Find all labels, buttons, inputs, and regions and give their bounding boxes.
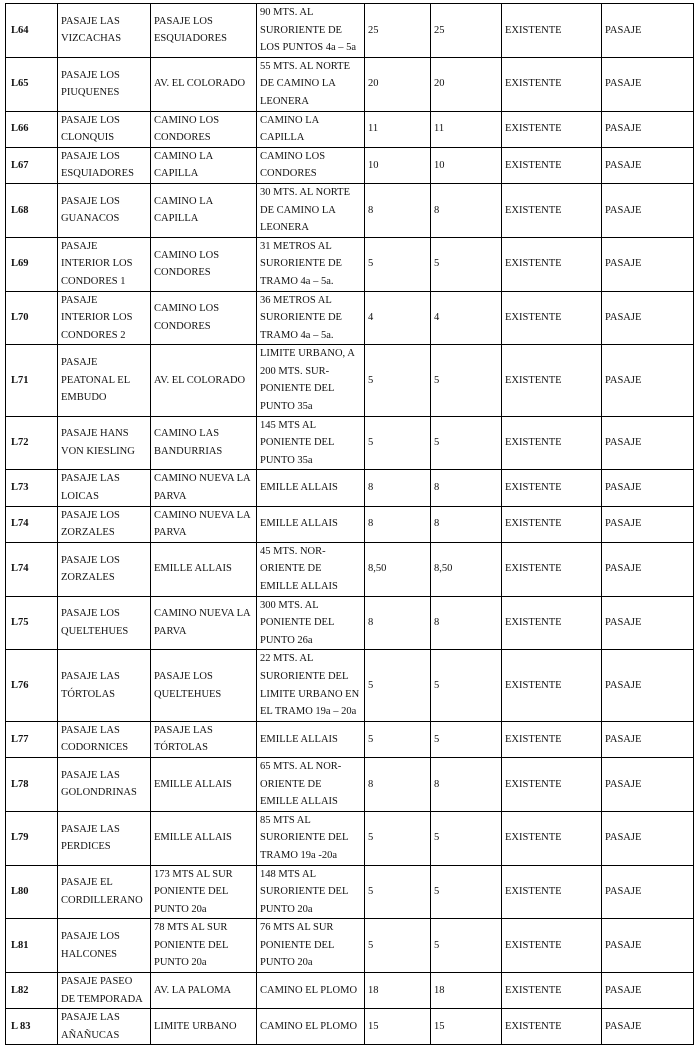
width-existing: 8,50	[365, 542, 431, 596]
segment-to: 65 MTS. AL NOR-ORIENTE DE EMILLE ALLAIS	[257, 757, 365, 811]
street-code: L72	[6, 416, 58, 470]
segment-to: EMILLE ALLAIS	[257, 721, 365, 757]
width-proposed: 8,50	[431, 542, 502, 596]
table-row	[6, 650, 694, 721]
table-row	[6, 542, 694, 596]
type-cell: PASAJE	[602, 291, 694, 345]
table-row	[6, 147, 694, 183]
street-name: PASAJE LOS QUELTEHUES	[58, 596, 151, 650]
segment-to: 145 MTS AL PONIENTE DEL PUNTO 35a	[257, 416, 365, 470]
width-proposed: 5	[431, 721, 502, 757]
table-row	[6, 973, 694, 1009]
segment-to: 45 MTS. NOR-ORIENTE DE EMILLE ALLAIS	[257, 542, 365, 596]
status-cell: EXISTENTE	[502, 416, 602, 470]
width-proposed: 15	[431, 1009, 502, 1045]
street-name: PASAJE LOS PIUQUENES	[58, 57, 151, 111]
table-row	[6, 416, 694, 470]
width-existing: 5	[365, 865, 431, 919]
segment-to: EMILLE ALLAIS	[257, 470, 365, 506]
type-cell: PASAJE	[602, 416, 694, 470]
table-row	[6, 237, 694, 291]
type-cell: PASAJE	[602, 111, 694, 147]
segment-from: LIMITE URBANO	[151, 1009, 257, 1045]
street-name: PASAJE LOS ZORZALES	[58, 506, 151, 542]
street-name: PASAJE INTERIOR LOS CONDORES 2	[58, 291, 151, 345]
width-existing: 8	[365, 183, 431, 237]
table-row	[6, 596, 694, 650]
street-name: PASAJE LAS LOICAS	[58, 470, 151, 506]
width-existing: 5	[365, 721, 431, 757]
street-code: L74	[6, 542, 58, 596]
street-code: L79	[6, 811, 58, 865]
street-code: L64	[6, 4, 58, 58]
segment-to: 148 MTS AL SURORIENTE DEL PUNTO 20a	[257, 865, 365, 919]
status-cell: EXISTENTE	[502, 596, 602, 650]
segment-from: 173 MTS AL SUR PONIENTE DEL PUNTO 20a	[151, 865, 257, 919]
street-name: PASAJE LAS PERDICES	[58, 811, 151, 865]
width-proposed: 8	[431, 183, 502, 237]
table-row	[6, 470, 694, 506]
width-existing: 5	[365, 811, 431, 865]
width-proposed: 10	[431, 147, 502, 183]
width-proposed: 5	[431, 650, 502, 721]
street-name: PASAJE PEATONAL EL EMBUDO	[58, 345, 151, 416]
segment-from: CAMINO NUEVA LA PARVA	[151, 596, 257, 650]
segment-from: PASAJE LAS TÓRTOLAS	[151, 721, 257, 757]
street-code: L 83	[6, 1009, 58, 1045]
status-cell: EXISTENTE	[502, 237, 602, 291]
type-cell: PASAJE	[602, 650, 694, 721]
street-name: PASAJE LAS VIZCACHAS	[58, 4, 151, 58]
segment-from: CAMINO LOS CONDORES	[151, 237, 257, 291]
width-proposed: 25	[431, 4, 502, 58]
street-name: PASAJE LOS CLONQUIS	[58, 111, 151, 147]
type-cell: PASAJE	[602, 4, 694, 58]
width-proposed: 8	[431, 757, 502, 811]
width-existing: 10	[365, 147, 431, 183]
street-code: L67	[6, 147, 58, 183]
width-existing: 15	[365, 1009, 431, 1045]
status-cell: EXISTENTE	[502, 147, 602, 183]
street-table	[5, 3, 694, 1045]
type-cell: PASAJE	[602, 811, 694, 865]
street-name: PASAJE LAS GOLONDRINAS	[58, 757, 151, 811]
segment-from: CAMINO LOS CONDORES	[151, 111, 257, 147]
street-name: PASAJE LAS AÑAÑUCAS	[58, 1009, 151, 1045]
width-proposed: 20	[431, 57, 502, 111]
type-cell: PASAJE	[602, 757, 694, 811]
type-cell: PASAJE	[602, 147, 694, 183]
table-row	[6, 291, 694, 345]
width-proposed: 8	[431, 470, 502, 506]
table-row	[6, 183, 694, 237]
type-cell: PASAJE	[602, 57, 694, 111]
width-existing: 25	[365, 4, 431, 58]
width-proposed: 4	[431, 291, 502, 345]
status-cell: EXISTENTE	[502, 973, 602, 1009]
segment-from: CAMINO LOS CONDORES	[151, 291, 257, 345]
width-proposed: 8	[431, 506, 502, 542]
street-name: PASAJE LOS ZORZALES	[58, 542, 151, 596]
type-cell: PASAJE	[602, 345, 694, 416]
segment-to: 22 MTS. AL SURORIENTE DEL LIMITE URBANO EN EL TRAMO 19a – 20a	[257, 650, 365, 721]
segment-from: 78 MTS AL SUR PONIENTE DEL PUNTO 20a	[151, 919, 257, 973]
street-code: L81	[6, 919, 58, 973]
width-proposed: 5	[431, 919, 502, 973]
width-existing: 8	[365, 596, 431, 650]
type-cell: PASAJE	[602, 470, 694, 506]
status-cell: EXISTENTE	[502, 345, 602, 416]
street-code: L70	[6, 291, 58, 345]
segment-to: 55 MTS. AL NORTE DE CAMINO LA LEONERA	[257, 57, 365, 111]
status-cell: EXISTENTE	[502, 183, 602, 237]
segment-to: 300 MTS. AL PONIENTE DEL PUNTO 26a	[257, 596, 365, 650]
table-row	[6, 345, 694, 416]
width-existing: 5	[365, 345, 431, 416]
type-cell: PASAJE	[602, 506, 694, 542]
type-cell: PASAJE	[602, 865, 694, 919]
status-cell: EXISTENTE	[502, 470, 602, 506]
table-row	[6, 506, 694, 542]
street-name: PASAJE HANS VON KIESLING	[58, 416, 151, 470]
segment-from: CAMINO LA CAPILLA	[151, 183, 257, 237]
street-code: L76	[6, 650, 58, 721]
segment-to: 30 MTS. AL NORTE DE CAMINO LA LEONERA	[257, 183, 365, 237]
street-code: L69	[6, 237, 58, 291]
table-row	[6, 111, 694, 147]
segment-to: LIMITE URBANO, A 200 MTS. SUR-PONIENTE DEL PUNTO 35a	[257, 345, 365, 416]
table-row	[6, 721, 694, 757]
width-proposed: 11	[431, 111, 502, 147]
segment-to: 76 MTS AL SUR PONIENTE DEL PUNTO 20a	[257, 919, 365, 973]
street-code: L80	[6, 865, 58, 919]
segment-from: PASAJE LOS ESQUIADORES	[151, 4, 257, 58]
street-name: PASAJE LOS HALCONES	[58, 919, 151, 973]
segment-to: CAMINO LA CAPILLA	[257, 111, 365, 147]
status-cell: EXISTENTE	[502, 506, 602, 542]
segment-from: CAMINO LAS BANDURRIAS	[151, 416, 257, 470]
width-existing: 8	[365, 757, 431, 811]
street-code: L73	[6, 470, 58, 506]
table-row	[6, 757, 694, 811]
table-row	[6, 811, 694, 865]
status-cell: EXISTENTE	[502, 291, 602, 345]
status-cell: EXISTENTE	[502, 4, 602, 58]
width-existing: 5	[365, 650, 431, 721]
width-existing: 5	[365, 919, 431, 973]
table-row	[6, 57, 694, 111]
status-cell: EXISTENTE	[502, 865, 602, 919]
street-code: L74	[6, 506, 58, 542]
width-existing: 18	[365, 973, 431, 1009]
street-code: L71	[6, 345, 58, 416]
status-cell: EXISTENTE	[502, 811, 602, 865]
width-proposed: 5	[431, 811, 502, 865]
street-name: PASAJE LAS CODORNICES	[58, 721, 151, 757]
width-existing: 20	[365, 57, 431, 111]
street-name: PASAJE PASEO DE TEMPORADA	[58, 973, 151, 1009]
segment-from: CAMINO NUEVA LA PARVA	[151, 470, 257, 506]
segment-to: 85 MTS AL SURORIENTE DEL TRAMO 19a -20a	[257, 811, 365, 865]
type-cell: PASAJE	[602, 596, 694, 650]
segment-from: AV. EL COLORADO	[151, 57, 257, 111]
segment-to: CAMINO EL PLOMO	[257, 1009, 365, 1045]
status-cell: EXISTENTE	[502, 721, 602, 757]
status-cell: EXISTENTE	[502, 57, 602, 111]
status-cell: EXISTENTE	[502, 111, 602, 147]
type-cell: PASAJE	[602, 919, 694, 973]
segment-from: CAMINO LA CAPILLA	[151, 147, 257, 183]
street-name: PASAJE INTERIOR LOS CONDORES 1	[58, 237, 151, 291]
width-proposed: 5	[431, 345, 502, 416]
type-cell: PASAJE	[602, 1009, 694, 1045]
street-code: L82	[6, 973, 58, 1009]
width-existing: 8	[365, 470, 431, 506]
segment-from: EMILLE ALLAIS	[151, 811, 257, 865]
status-cell: EXISTENTE	[502, 1009, 602, 1045]
street-table-body	[6, 4, 694, 1045]
width-existing: 8	[365, 506, 431, 542]
width-existing: 11	[365, 111, 431, 147]
street-name: PASAJE EL CORDILLERANO	[58, 865, 151, 919]
type-cell: PASAJE	[602, 973, 694, 1009]
width-proposed: 8	[431, 596, 502, 650]
width-existing: 5	[365, 416, 431, 470]
segment-from: EMILLE ALLAIS	[151, 757, 257, 811]
segment-to: 90 MTS. AL SURORIENTE DE LOS PUNTOS 4a – 5a	[257, 4, 365, 58]
street-code: L66	[6, 111, 58, 147]
segment-to: 36 METROS AL SURORIENTE DE TRAMO 4a – 5a.	[257, 291, 365, 345]
street-name: PASAJE LOS ESQUIADORES	[58, 147, 151, 183]
width-proposed: 5	[431, 237, 502, 291]
street-code: L68	[6, 183, 58, 237]
segment-to: CAMINO LOS CONDORES	[257, 147, 365, 183]
street-code: L65	[6, 57, 58, 111]
width-proposed: 18	[431, 973, 502, 1009]
type-cell: PASAJE	[602, 237, 694, 291]
width-existing: 5	[365, 237, 431, 291]
width-proposed: 5	[431, 865, 502, 919]
segment-from: PASAJE LOS QUELTEHUES	[151, 650, 257, 721]
segment-to: EMILLE ALLAIS	[257, 506, 365, 542]
segment-to: 31 METROS AL SURORIENTE DE TRAMO 4a – 5a.	[257, 237, 365, 291]
status-cell: EXISTENTE	[502, 542, 602, 596]
type-cell: PASAJE	[602, 721, 694, 757]
street-code: L77	[6, 721, 58, 757]
status-cell: EXISTENTE	[502, 757, 602, 811]
type-cell: PASAJE	[602, 542, 694, 596]
street-code: L75	[6, 596, 58, 650]
type-cell: PASAJE	[602, 183, 694, 237]
segment-from: AV. EL COLORADO	[151, 345, 257, 416]
width-proposed: 5	[431, 416, 502, 470]
segment-to: CAMINO EL PLOMO	[257, 973, 365, 1009]
table-row	[6, 919, 694, 973]
table-row	[6, 865, 694, 919]
street-name: PASAJE LOS GUANACOS	[58, 183, 151, 237]
table-row	[6, 4, 694, 58]
street-code: L78	[6, 757, 58, 811]
status-cell: EXISTENTE	[502, 650, 602, 721]
width-existing: 4	[365, 291, 431, 345]
segment-from: EMILLE ALLAIS	[151, 542, 257, 596]
segment-from: CAMINO NUEVA LA PARVA	[151, 506, 257, 542]
status-cell: EXISTENTE	[502, 919, 602, 973]
street-name: PASAJE LAS TÓRTOLAS	[58, 650, 151, 721]
segment-from: AV. LA PALOMA	[151, 973, 257, 1009]
